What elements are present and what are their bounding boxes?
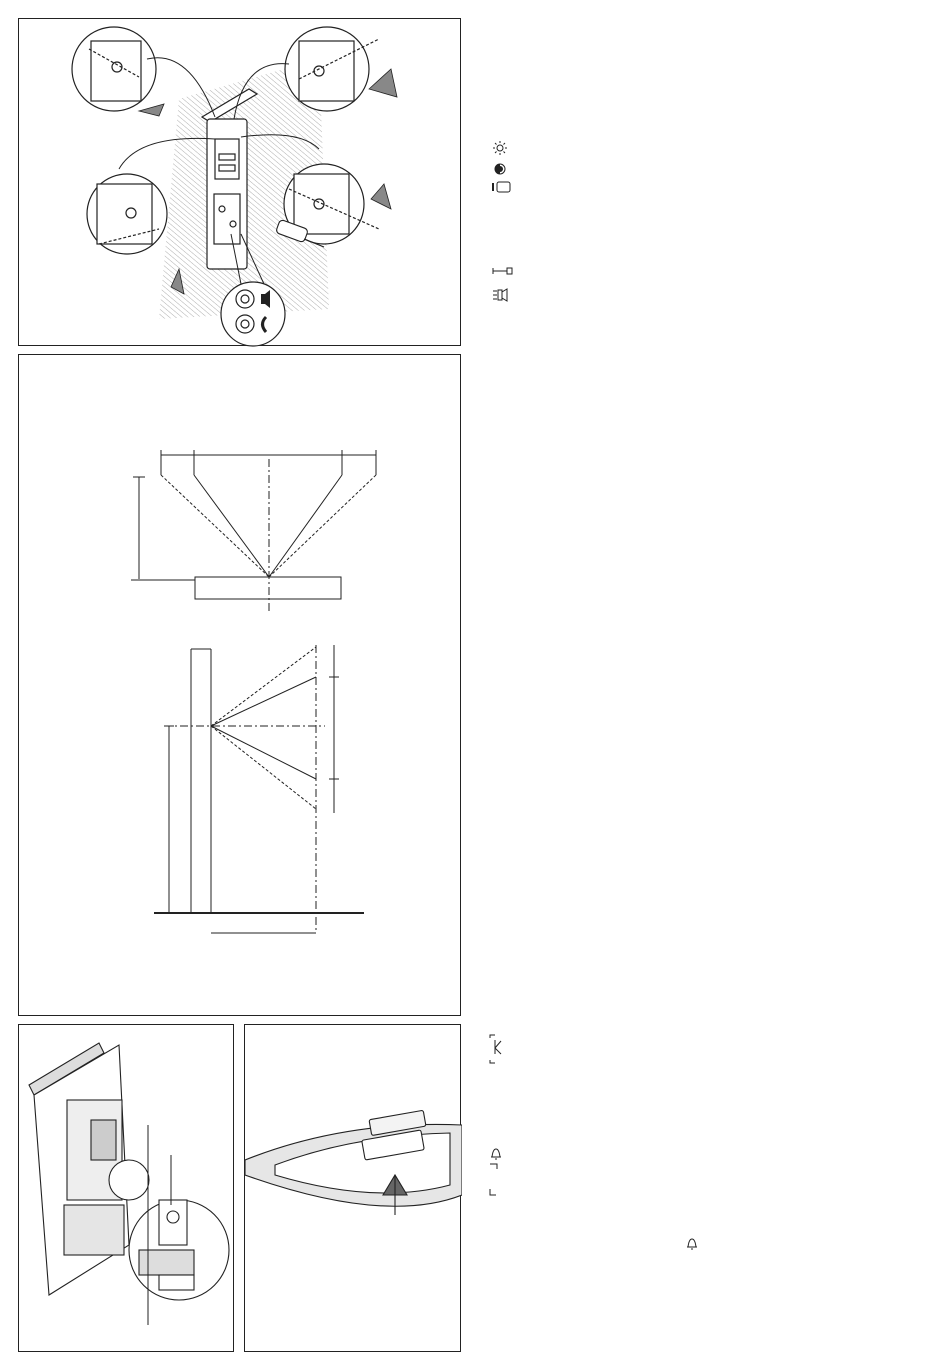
light-switch-icon [492, 288, 510, 302]
call-button-icon [489, 1034, 503, 1064]
camera-angle-figure [19, 355, 462, 1017]
nameplate-panel [244, 1024, 461, 1352]
mounting-figure-panel [18, 18, 461, 346]
brightness-icon [492, 141, 508, 155]
volume-detail [221, 282, 285, 346]
detail-mid-left [87, 174, 167, 254]
camera-angle-panel [18, 354, 461, 1016]
horizontal-angle-diagram [131, 450, 376, 611]
board-detail-panel [18, 1024, 234, 1352]
contrast-icon [493, 162, 507, 176]
bell-icon [490, 1147, 502, 1161]
nameplate-figure [245, 1025, 462, 1353]
board-detail-figure [19, 1025, 235, 1353]
vertical-angle-diagram [164, 645, 339, 933]
mounting-figure [19, 19, 462, 347]
detail-top-right [285, 27, 379, 111]
bracket-mark [489, 1163, 499, 1197]
detail-top-left [72, 27, 156, 111]
bell-icon [686, 1237, 698, 1251]
door-key-icon [492, 266, 514, 276]
screen-icon [492, 181, 512, 193]
